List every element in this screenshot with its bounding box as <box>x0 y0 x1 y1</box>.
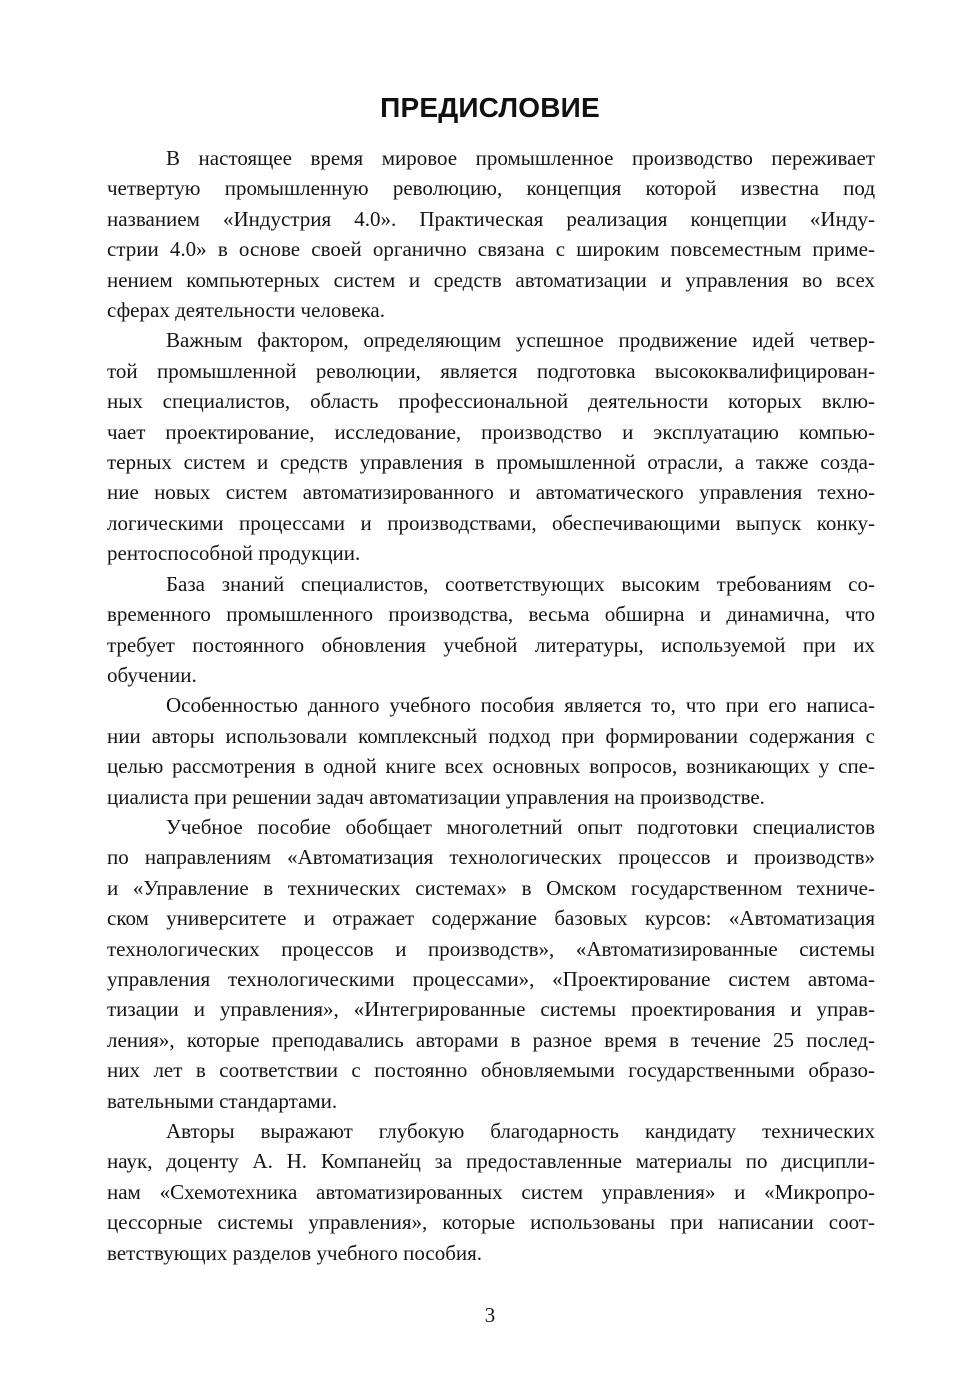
text-line: База знаний специалистов, соответствующих высоким требованиям со- <box>166 571 875 596</box>
text-line: Авторы выражают глубокую благодарность кандидату технических <box>166 1119 875 1143</box>
text-line: рентоспособной продукции. <box>107 541 361 566</box>
text-line: Особенностью данного учебного пособия является то, что при его написа- <box>166 693 875 718</box>
text-line: терных систем и средств управления в промышленной отрасли, а также созда- <box>107 450 875 475</box>
text-line: циалиста при решении задач автоматизации управления на производстве. <box>107 784 765 809</box>
text-line: Важным фактором, определяющим успешное продвижение идей четвер- <box>166 328 875 353</box>
text-line: управления технологическими процессами», «Проектирование систем автома- <box>107 966 875 991</box>
paragraph-3 <box>107 569 875 691</box>
text-line: технологических процессов и производств», «Автоматизированные системы <box>107 936 875 961</box>
paragraph-4 <box>107 690 875 812</box>
text-line: В настоящее время мировое промышленное производство переживает <box>166 146 875 170</box>
text-line: наук, доценту А. Н. Компанейц за предоставленные материалы по дисципли- <box>107 1149 875 1174</box>
text-line: четвертую промышленную революцию, концепция которой известна под <box>107 176 875 201</box>
text-line: Учебное пособие обобщает многолетний опыт подготовки специалистов <box>166 814 875 839</box>
text-line: названием «Индустрия 4.0». Практическая реализация концепции «Инду- <box>107 206 875 231</box>
text-line: той промышленной революции, является подготовка высококвалифицирован- <box>107 358 875 383</box>
page-number: 3 <box>484 1303 496 1327</box>
text-line: нением компьютерных систем и средств автоматизации и управления во всех <box>107 267 875 292</box>
text-line: тизации и управления», «Интегрированные системы проектирования и управ- <box>107 997 875 1022</box>
text-line: логическими процессами и производствами, обеспечивающими выпуск конку- <box>107 510 875 535</box>
paragraph-2 <box>107 325 875 568</box>
text-line: них лет в соответствии с постоянно обновляемыми государственными образо- <box>107 1058 875 1083</box>
page-title: ПРЕДИСЛОВИЕ <box>380 92 600 123</box>
text-line: нам «Схемотехника автоматизированных систем управления» и «Микропро- <box>107 1179 875 1204</box>
text-line: обучении. <box>107 662 197 687</box>
text-line: требует постоянного обновления учебной литературы, используемой при их <box>107 632 875 657</box>
text-line: ском университете и отражает содержание базовых курсов: «Автоматизация <box>107 906 875 931</box>
text-line: целью рассмотрения в одной книге всех основных вопросов, возникающих у спе- <box>107 754 875 779</box>
text-line: ления», которые преподавались авторами в разное время в течение 25 послед- <box>107 1027 875 1052</box>
text-line: сферах деятельности человека. <box>107 298 385 323</box>
paragraph-5 <box>107 812 875 1116</box>
text-line: чает проектирование, исследование, производство и эксплуатацию компью- <box>107 419 875 444</box>
paragraph-1 <box>107 143 875 325</box>
text-line: временного промышленного производства, весьма обширна и динамична, что <box>107 602 875 627</box>
paragraph-6 <box>107 1116 875 1268</box>
document-body <box>107 143 875 1268</box>
text-line: стрии 4.0» в основе своей органично связана с широким повсеместным приме- <box>107 237 875 262</box>
text-line: ных специалистов, область профессиональной деятельности которых вклю- <box>107 389 875 414</box>
text-line: и «Управление в технических системах» в Омском государственном техниче- <box>107 875 875 900</box>
text-line: цессорные системы управления», которые использованы при написании соот- <box>107 1210 875 1235</box>
text-line: по направлениям «Автоматизация технологических процессов и производств» <box>107 845 875 870</box>
text-line: вательными стандартами. <box>107 1088 338 1113</box>
text-line: ветствующих разделов учебного пособия. <box>107 1240 483 1265</box>
text-line: нии авторы использовали комплексный подход при формировании содержания с <box>107 723 875 748</box>
text-line: ние новых систем автоматизированного и автоматического управления техно- <box>107 480 875 505</box>
